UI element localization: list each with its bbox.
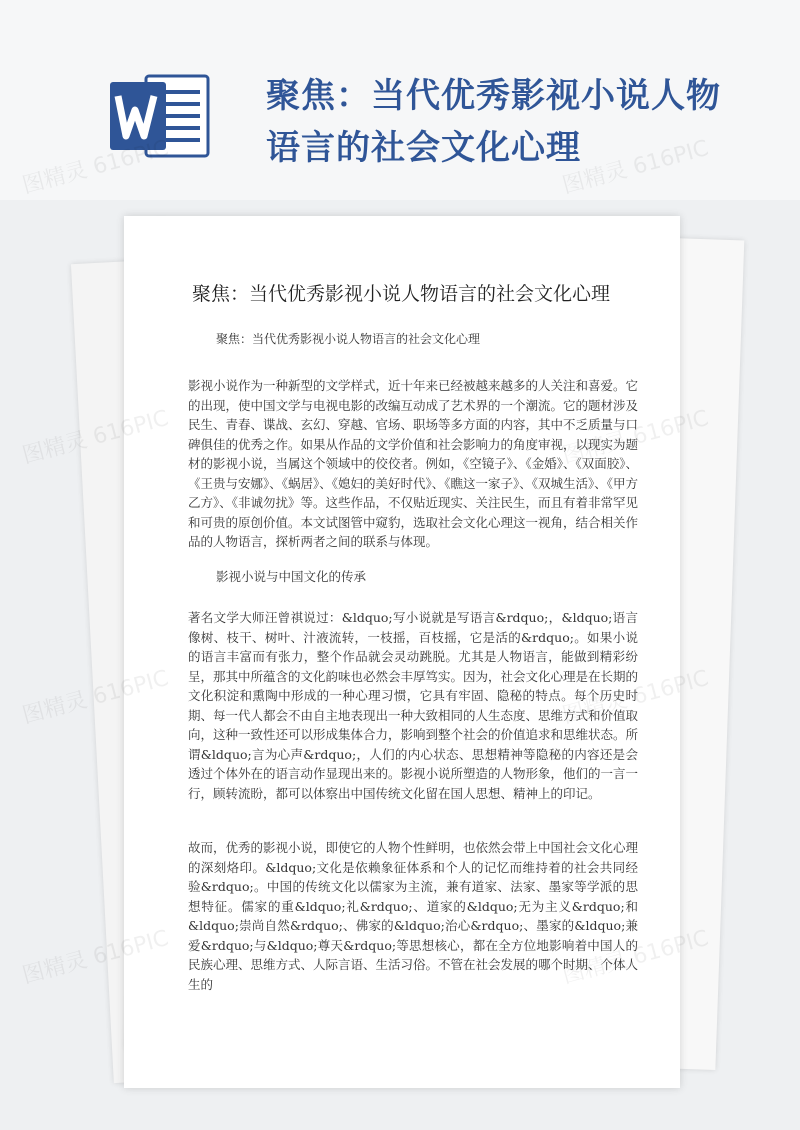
header-title: 聚焦：当代优秀影视小说人物语言的社会文化心理 bbox=[266, 76, 721, 168]
paragraph: 影视小说作为一种新型的文学样式，近十年来已经被越来越多的人关注和喜爱。它的出现，使中国文学与电视电影的改编互动成了艺术界的一个潮流。它的题材涉及民生、青春、谍战、玄幻、穿越、官场、职场等多方面的内容，其中不乏质量与口碑俱佳的优秀之作。如果从作品的文学价值和社会影响力的角度审视，以现实为题材的影视小说，当属这个领域中的佼佼者。例如，《空镜子》、《金婚》、《双面胶》、《王贵与安娜》、《蜗居》、《媳妇的美好时代》、《瞧这一家子》、《双城生活》、《甲方乙方》、《非诚勿扰》等。这些作品，不仅贴近现实、关注民生，而且有着非常罕见和可贵的原创价值。本文试图管中窥豹，选取社会文化心理这一视角，结合相关作品的人物语言，探析两者之间的联系与体现。 bbox=[188, 378, 639, 549]
watermark: 图精灵 bbox=[19, 687, 91, 729]
word-document-icon bbox=[108, 72, 212, 160]
document-title: 聚焦：当代优秀影视小说人物语言的社会文化心理 bbox=[192, 283, 611, 305]
header-banner bbox=[0, 0, 800, 200]
watermark: 图精灵 616PIC bbox=[19, 925, 172, 989]
paragraph: 故而，优秀的影视小说，即使它的人物个性鲜明，也依然会带上中国社会文化心理的深刻烙印。&ldquo;文化是依赖象征体系和个人的记忆而维持着的社会共同经验&rdquo;。中国的传统文化以儒家为主流，兼有道家、法家、墨家等学派的思想特征。儒家的重&ldquo;礼&rdquo;、道家的&ldquo;无为主义&rdquo;和&ldquo;崇尚自然&rdquo;、佛家的&ldquo;治心&rdquo;、墨家的&ldquo;兼爱&rdquo;与&ldquo;尊天&rdquo;等思想核心，都在全方位地影响着中国人的民族心理、思维方式、人际言语、生活习俗。不管在社会发展的哪个时期、个体人生的 bbox=[188, 840, 639, 992]
watermark: 图精灵 bbox=[19, 427, 91, 469]
document-page bbox=[124, 216, 680, 1088]
paragraph: 著名文学大师汪曾祺说过：&ldquo;写小说就是写语言&rdquo;，&ldquo;语言像树、枝干、树叶、汁液流转，一枝摇，百枝摇，它是活的&rdquo;。如果小说的语言丰富而有张力，整个作品就会灵动跳脱。尤其是人物语言，能做到精彩纷呈，那其中所蕴含的文化韵味也必然会丰厚笃实。因为，社会文化心理是在长期的文化积淀和熏陶中形成的一种心理习惯，它具有牢固、隐秘的特点。每个历史时期、每一代人都会不由自主地表现出一种大致相同的人生态度、思维方式和价值取向，这种一致性还可以形成集体合力，影响到整个社会的价值追求和思维状态。所谓&ldquo;言为心声&rdquo;，人们的内心状态、思想精神等隐秘的内容还是会透过个体外在的语言动作显现出来的。影视小说所塑造的人物形象，他们的一言一行，顾转流盼，都可以体察出中国传统文化留在国人思想、精神上的印记。 bbox=[188, 610, 639, 801]
document-subtitle: 聚焦：当代优秀影视小说人物语言的社会文化心理 bbox=[216, 332, 481, 346]
section-heading: 影视小说与中国文化的传承 bbox=[216, 569, 367, 584]
